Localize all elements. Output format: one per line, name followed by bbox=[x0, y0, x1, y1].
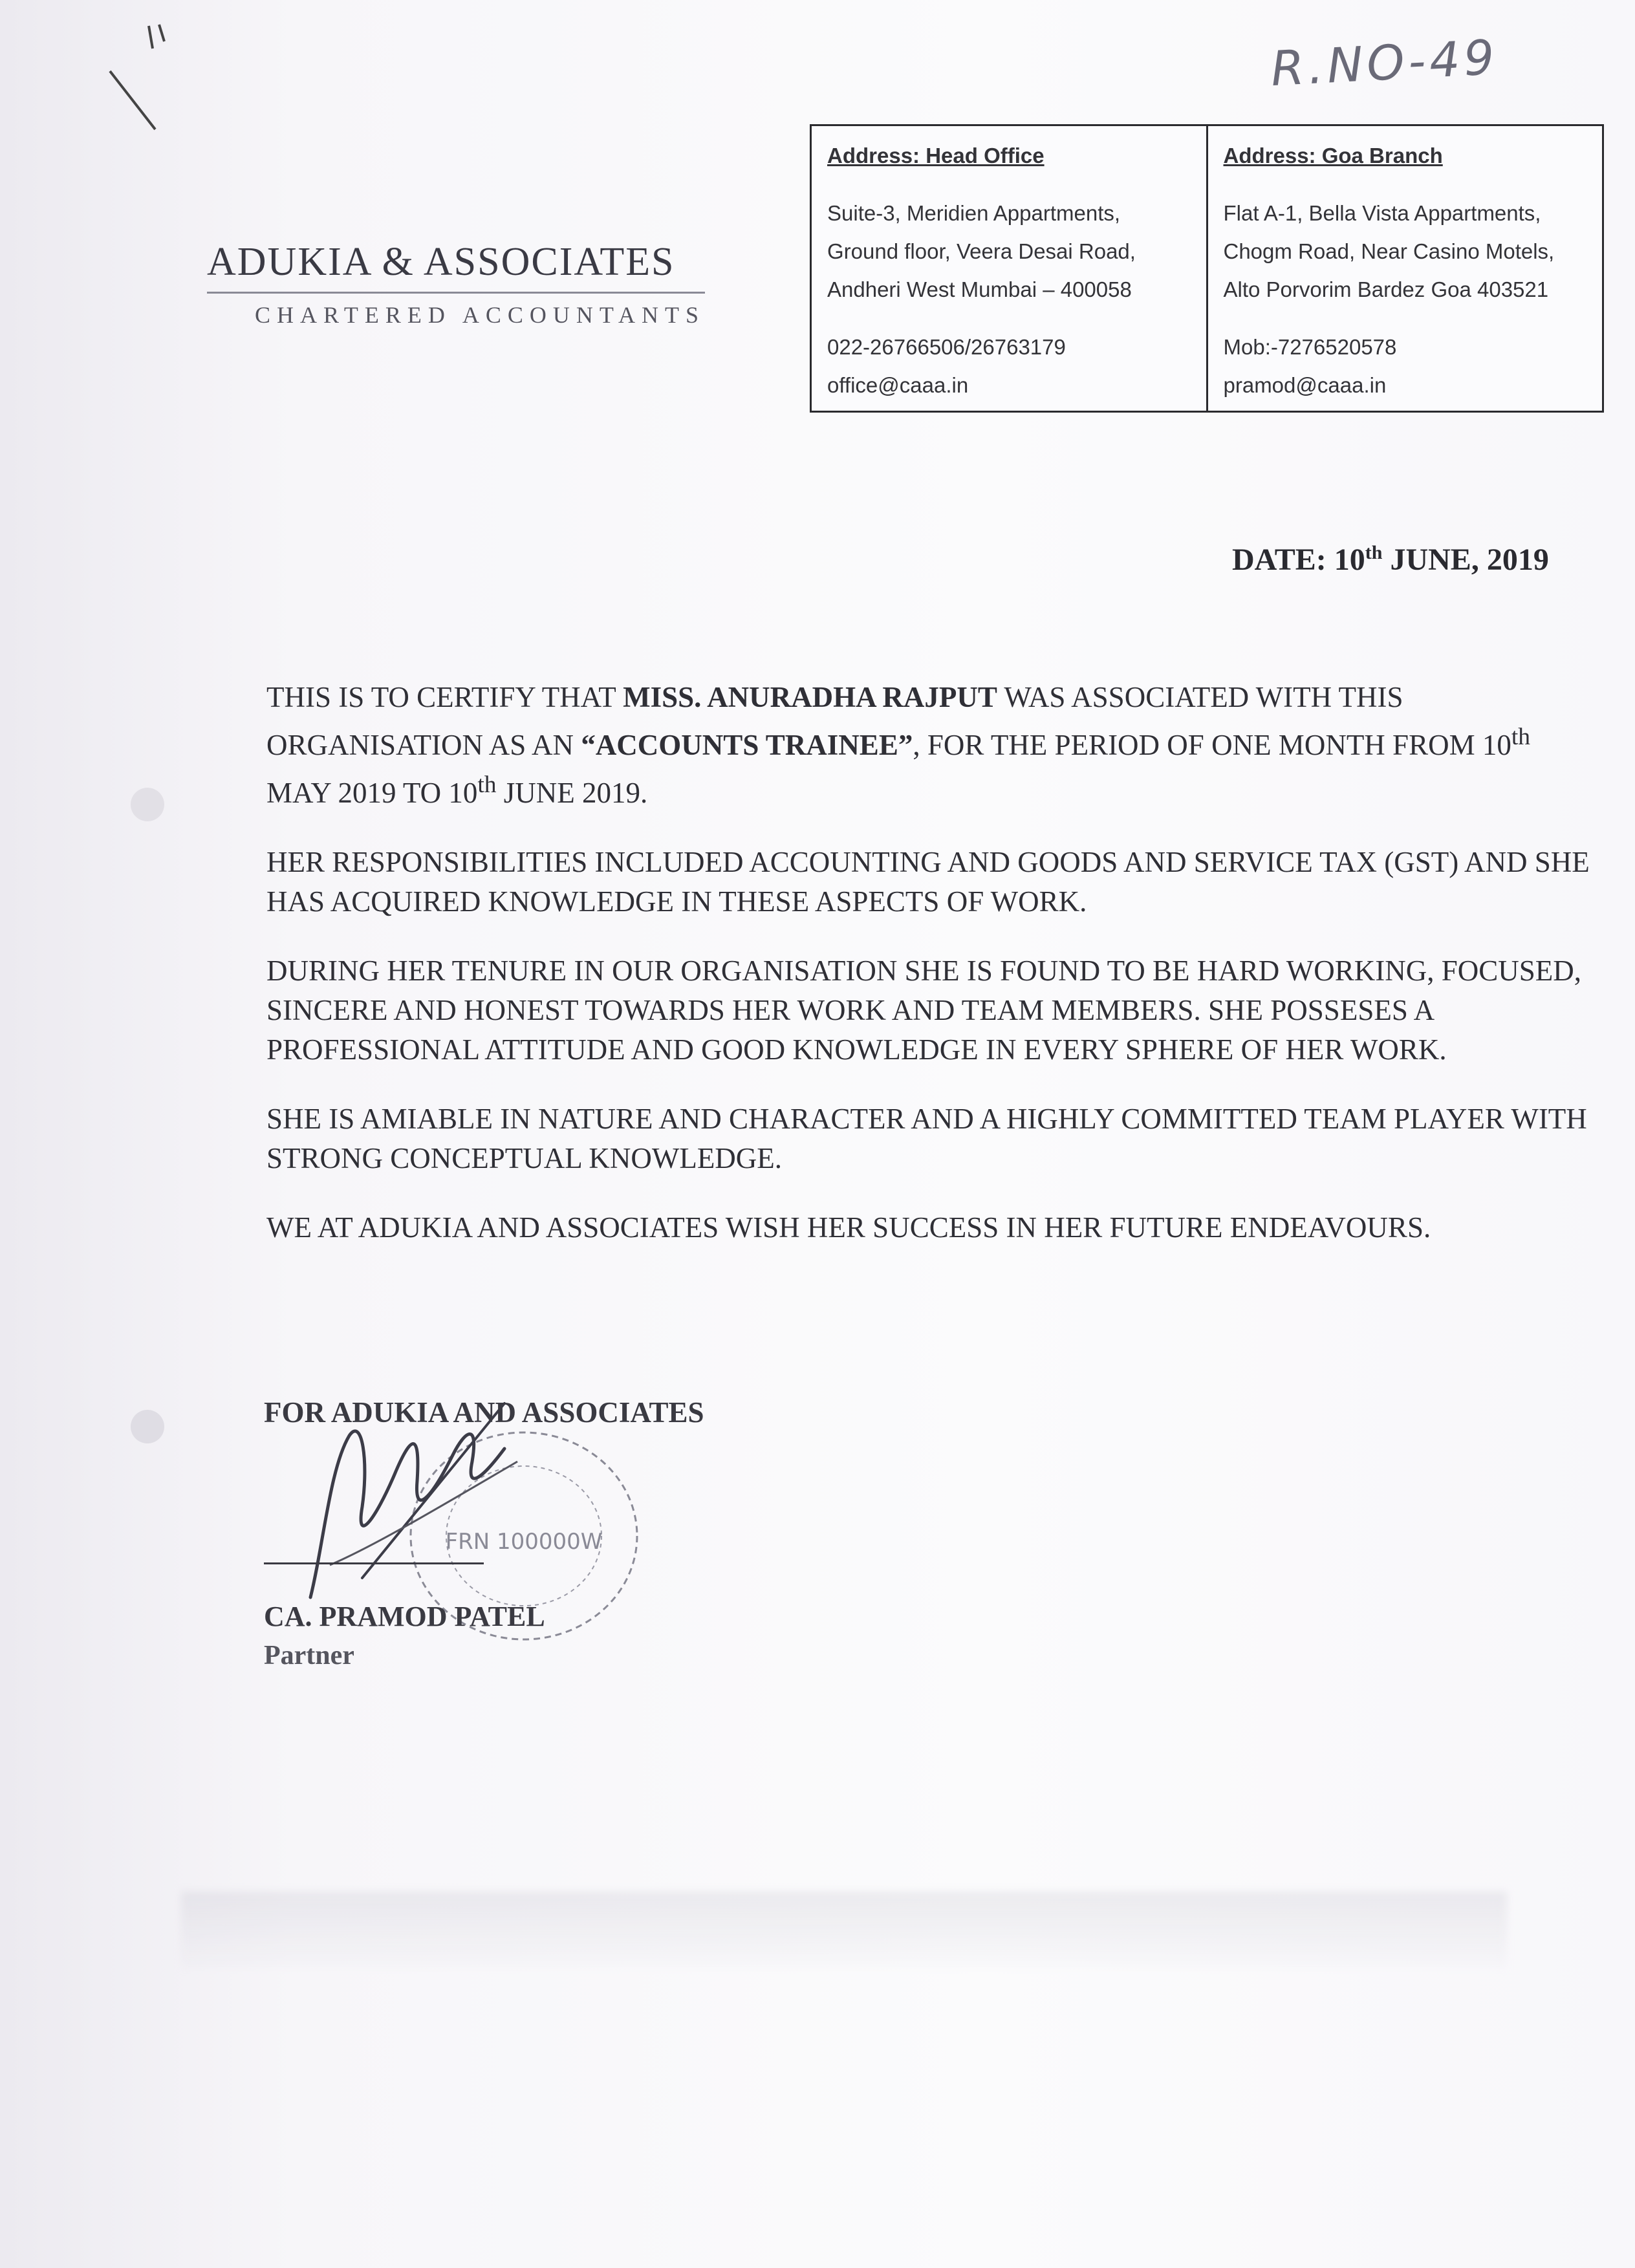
body-paragraph: HER RESPONSIBILITIES INCLUDED ACCOUNTING AND GOODS AND SERVICE TAX (GST) AND SHE HAS ACQUIRED KNOWLEDGE IN THESE ASPECTS OF WORK. bbox=[266, 846, 1590, 918]
date-suffix: th bbox=[1365, 542, 1383, 563]
ordinal-suffix: th bbox=[1511, 724, 1531, 750]
goa-branch-line: Alto Porvorim Bardez Goa 403521 bbox=[1223, 277, 1549, 301]
letterhead-rule bbox=[207, 292, 705, 294]
date-label: DATE: 10 bbox=[1232, 543, 1365, 577]
trainee-name: MISS. ANURADHA RAJPUT bbox=[623, 681, 997, 713]
certificate-date bbox=[1232, 542, 1549, 578]
letterhead bbox=[207, 239, 705, 329]
goa-branch-address bbox=[1206, 126, 1603, 411]
head-office-address bbox=[812, 126, 1206, 411]
goa-branch-phone: Mob:-7276520578 bbox=[1223, 335, 1397, 359]
handwritten-signature-icon bbox=[272, 1352, 634, 1623]
goa-branch-line: Chogm Road, Near Casino Motels, bbox=[1223, 239, 1555, 263]
head-office-phone: 022-26766506/26763179 bbox=[827, 335, 1066, 359]
address-table bbox=[810, 124, 1604, 413]
body-paragraph: DURING HER TENURE IN OUR ORGANISATION SHE IS FOUND TO BE HARD WORKING, FOCUSED, SINCERE AND HONEST TOWARDS HER WORK AND TEAM MEMBERS. SHE POSSESES A PROFESSIONAL ATTITUDE AND GOOD KNOWLEDGE IN EVERY SPHERE OF HER WORK. bbox=[266, 955, 1581, 1066]
head-office-line: Suite-3, Meridien Appartments, bbox=[827, 201, 1121, 225]
body-text-run: WAS ASSOCIATED WITH THIS ORGANISATION AS AN bbox=[266, 681, 1403, 761]
head-office-line: Andheri West Mumbai – 400058 bbox=[827, 277, 1132, 301]
faded-footer-ghost bbox=[181, 1892, 1507, 1969]
head-office-line: Ground floor, Veera Desai Road, bbox=[827, 239, 1136, 263]
signatory-name: CA. PRAMOD PATEL bbox=[264, 1601, 545, 1632]
goa-branch-email: pramod@caaa.in bbox=[1223, 373, 1387, 397]
firm-subtitle: CHARTERED ACCOUNTANTS bbox=[255, 302, 705, 328]
body-paragraph: WE AT ADUKIA AND ASSOCIATES WISH HER SUCCESS IN HER FUTURE ENDEAVOURS. bbox=[266, 1211, 1431, 1244]
head-office-email: office@caaa.in bbox=[827, 373, 969, 397]
handwritten-reference-note: R.NO-49 bbox=[1269, 29, 1500, 98]
body-paragraph: SHE IS AMIABLE IN NATURE AND CHARACTER AND A HIGHLY COMMITTED TEAM PLAYER WITH STRONG CONCEPTUAL KNOWLEDGE. bbox=[266, 1103, 1587, 1174]
date-rest: JUNE, 2019 bbox=[1382, 543, 1549, 577]
body-text-run: MAY 2019 TO 10 bbox=[266, 777, 478, 809]
body-text-run: , FOR THE PERIOD OF ONE MONTH FROM 10 bbox=[913, 729, 1511, 761]
signatory-designation: Partner bbox=[264, 1641, 354, 1670]
scan-mark-icon bbox=[97, 13, 175, 142]
punch-hole bbox=[131, 788, 164, 821]
for-firm-line: FOR ADUKIA AND ASSOCIATES bbox=[264, 1396, 704, 1429]
punch-hole bbox=[131, 1410, 164, 1443]
firm-name: ADUKIA & ASSOCIATES bbox=[207, 240, 675, 284]
goa-branch-line: Flat A-1, Bella Vista Appartments, bbox=[1223, 201, 1541, 225]
head-office-heading: Address: Head Office bbox=[827, 144, 1045, 167]
certificate-body bbox=[266, 678, 1599, 1277]
signature-rule bbox=[264, 1562, 484, 1564]
body-text-run: THIS IS TO CERTIFY THAT bbox=[266, 681, 623, 713]
goa-branch-heading: Address: Goa Branch bbox=[1223, 144, 1443, 167]
body-paragraph bbox=[266, 678, 1599, 813]
trainee-role: “ACCOUNTS TRAINEE” bbox=[581, 729, 913, 761]
body-text-run: JUNE 2019. bbox=[496, 777, 648, 809]
stamp-text: FRN 100000W bbox=[445, 1529, 603, 1555]
ordinal-suffix: th bbox=[477, 772, 497, 798]
